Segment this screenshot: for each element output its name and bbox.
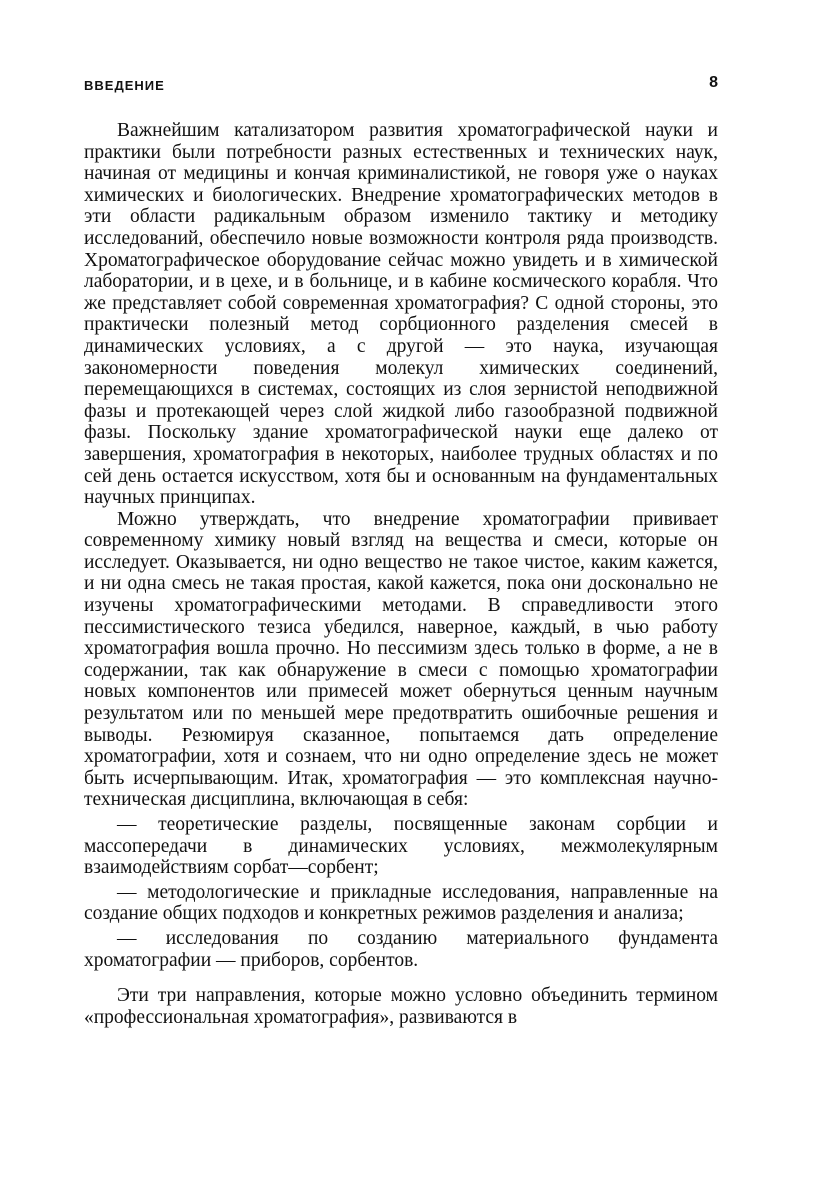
page-number: 8 xyxy=(709,74,718,91)
list-item-theory: — теоретические разделы, посвященные законам сорбции и массопередачи в динамических условиях, межмолекулярным взаимодействиям сорбат—сорбент; xyxy=(84,814,718,879)
body-text xyxy=(84,120,718,1028)
chapter-title: ВВЕДЕНИЕ xyxy=(84,78,165,93)
list-item-methodology: — методологические и прикладные исследования, направленные на создание общих подходов и конкретных режимов разделения и анализа; xyxy=(84,881,718,925)
list-item-materials: — исследования по созданию материального фундамента хроматографии — приборов, сорбентов. xyxy=(84,927,718,971)
paragraph-definition: Можно утверждать, что внедрение хроматографии прививает современному химику новый взгляд на вещества и смеси, которые он исследует. Оказывается, ни одно вещество не такое чистое, каким кажется, и ни одна смесь не такая простая, какой кажется, пока они досконально не изучены хроматографическими методами. В справедливости этого пессимистического тезиса убедился, наверное, каждый, в чью работу хроматография вошла прочно. Но пессимизм здесь только в форме, а не в содержании, так как обнаружение в смеси с помощью хроматографии новых компонентов или примесей может обернуться ценным научным результатом или по меньшей мере предотвратить ошибочные решения и выводы. Резюмируя сказанное, попытаемся дать определение хроматографии, хотя и сознаем, что ни одно определение здесь не может быть исчерпывающим. Итак, хроматография — это комплексная научно-техническая дисциплина, включающая в себя: xyxy=(84,508,718,811)
page-header xyxy=(84,74,718,100)
paragraph-intro: Важнейшим катализатором развития хроматографической науки и практики были потребности разных естественных и технических наук, начиная от медицины и кончая криминалистикой, не говоря уже о науках химических и биологических. Внедрение хроматографических методов в эти области радикальным образом изменило тактику и методику исследований, обеспечило новые возможности контроля ряда производств. Хроматографическое оборудование сейчас можно увидеть и в химической лаборатории, и в цехе, и в больнице, и в кабине космического корабля. Что же представляет собой современная хроматография? С одной стороны, это практически полезный метод сорбционного разделения смесей в динамических условиях, а с другой — это наука, изучающая закономерности поведения молекул химических соединений, перемещающихся в системах, состоящих из слоя зернистой неподвижной фазы и протекающей через слой жидкой либо газообразной подвижной фазы. Поскольку здание хроматографической науки еще далеко от завершения, хроматография в некоторых, наиболее трудных областях и по сей день остается искусством, хотя бы и основанным на фундаментальных научных принципах. xyxy=(84,120,718,509)
paragraph-closing: Эти три направления, которые можно условно объединить термином «профессиональная хроматография», развиваются в xyxy=(84,985,718,1028)
